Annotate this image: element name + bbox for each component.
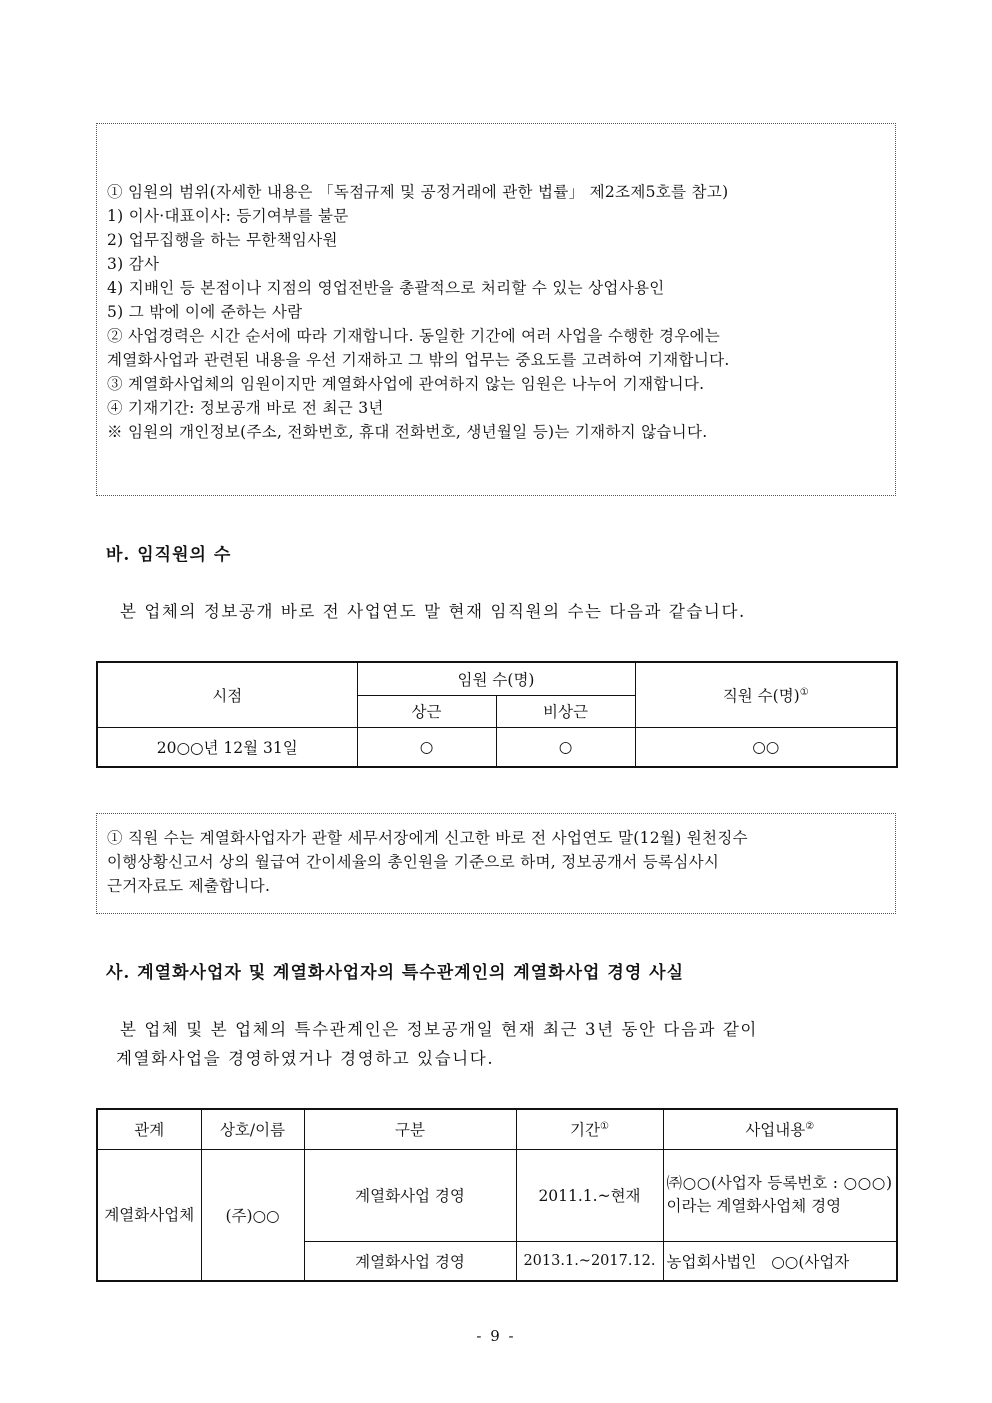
note-line: 1) 이사·대표이사: 등기여부를 불문 — [107, 207, 349, 225]
note-box-staff-basis — [96, 813, 896, 914]
note-line: 3) 감사 — [107, 255, 160, 273]
header-period-label: 기간 — [570, 1121, 600, 1140]
note-line: 5) 그 밖에 이에 준하는 사람 — [107, 303, 303, 321]
footnote-marker: ① — [799, 686, 809, 698]
header-staff-count — [635, 662, 897, 727]
section-heading-business-history: 사. 계열화사업자 및 계열화사업자의 특수관계인의 계열화사업 경영 사실 — [106, 963, 685, 983]
note-line: ① 임원의 범위(자세한 내용은 「독점규제 및 공정거래에 관한 법률」 제2조제5호를 참고) — [107, 183, 729, 201]
note-line: 이행상황신고서 상의 월급여 간이세율의 총인원을 기준으로 하며, 정보공개서 등록심사시 — [107, 853, 720, 871]
note-line: 근거자료도 제출합니다. — [107, 877, 271, 895]
cell-relation: 계열화사업체 — [97, 1149, 201, 1281]
header-staff-label: 직원 수(명) — [722, 686, 800, 705]
note-line: ③ 계열화사업체의 임원이지만 계열화사업에 관여하지 않는 임원은 나누어 기재합니다. — [107, 375, 705, 393]
note-line: ※ 임원의 개인정보(주소, 전화번호, 휴대 전화번호, 생년월일 등)는 기재하지 않습니다. — [107, 423, 708, 441]
cell-period: 2011.1.~현재 — [516, 1149, 663, 1241]
staff-count-table — [96, 661, 898, 768]
note-line: 계열화사업과 관련된 내용을 우선 기재하고 그 밖의 업무는 중요도를 고려하여 기재합니다. — [107, 351, 730, 369]
page-number: - 9 - — [476, 1327, 516, 1345]
cell-period: 2013.1.~2017.12. — [516, 1241, 663, 1281]
note-line: ④ 기재기간: 정보공개 바로 전 최근 3년 — [107, 399, 384, 417]
note-line: ② 사업경력은 시간 순서에 따라 기재합니다. 동일한 기간에 여러 사업을 수행한 경우에는 — [107, 327, 721, 345]
header-name: 상호/이름 — [201, 1109, 304, 1149]
section-paragraph-staff-count: 본 업체의 정보공개 바로 전 사업연도 말 현재 임직원의 수는 다음과 같습니다. — [120, 602, 746, 621]
note-line: 4) 지배인 등 본점이나 지점의 영업전반을 총괄적으로 처리할 수 있는 상업사용인 — [107, 279, 665, 297]
footnote-marker: ① — [599, 1121, 609, 1133]
cell-staff: ○○ — [635, 727, 897, 767]
note-line: 2) 업무집행을 하는 무한책임사원 — [107, 231, 338, 249]
header-relation: 관계 — [97, 1109, 201, 1149]
cell-content: 농업회사법인 ○○(사업자 — [663, 1241, 897, 1281]
section-paragraph-line-1: 본 업체 및 본 업체의 특수관계인은 정보공개일 현재 최근 3년 동안 다음과 같이 — [120, 1020, 758, 1039]
section-heading-staff-count: 바. 임직원의 수 — [106, 545, 232, 565]
footnote-marker: ② — [805, 1121, 815, 1133]
header-time: 시점 — [97, 662, 357, 727]
note-box-executive-scope — [96, 123, 896, 496]
cell-content: ㈜○○(사업자 등록번호 : ○○○)이라는 계열화사업체 경영 — [663, 1149, 897, 1241]
cell-fulltime: ○ — [357, 727, 496, 767]
header-fulltime: 상근 — [357, 695, 496, 727]
header-type: 구분 — [304, 1109, 516, 1149]
header-content — [663, 1109, 897, 1149]
business-history-table — [96, 1108, 898, 1282]
cell-type: 계열화사업 경영 — [304, 1241, 516, 1281]
cell-name: (주)○○ — [201, 1149, 304, 1281]
cell-date: 20○○년 12월 31일 — [97, 727, 357, 767]
header-content-label: 사업내용 — [745, 1121, 806, 1140]
cell-type: 계열화사업 경영 — [304, 1149, 516, 1241]
header-period — [516, 1109, 663, 1149]
header-parttime: 비상근 — [496, 695, 635, 727]
header-exec-count: 임원 수(명) — [357, 662, 635, 695]
cell-parttime: ○ — [496, 727, 635, 767]
section-paragraph-line-2: 계열화사업을 경영하였거나 경영하고 있습니다. — [116, 1049, 495, 1068]
note-line: ① 직원 수는 계열화사업자가 관할 세무서장에게 신고한 바로 전 사업연도 말(12월) 원천징수 — [107, 829, 748, 847]
